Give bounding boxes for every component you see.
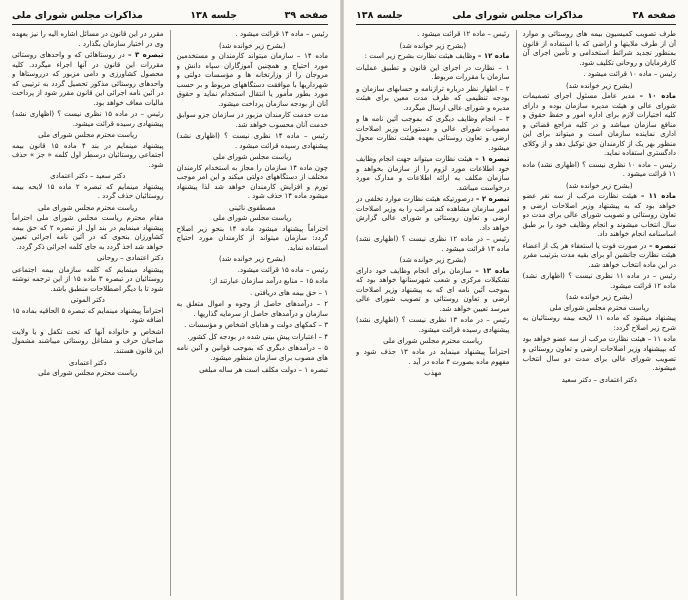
paragraph-text: احتراماً پیشنهاد مینماید در ماده ۱۳ حذف شود و مفهوم ماده بصورت ۴ ماده در آید .: [356, 347, 510, 366]
paragraph: [523, 314, 677, 333]
paragraph-text: رئیس – ماده ۱۲ قرائت میشود .: [417, 30, 510, 38]
centered-line: [356, 369, 510, 379]
paragraph-text: رئیس – ماده ۱۰ قرائت میشود .: [583, 70, 676, 79]
centered-line: [177, 204, 329, 214]
paragraph: [523, 272, 677, 291]
right-page-header: [356, 6, 676, 25]
paragraph-text: ریاست محترم مجلس شورای ملی: [38, 369, 138, 378]
paragraph-text: (بشرح زیر خوانده شد): [565, 81, 633, 90]
paragraph-text: رئیس – در ماده ۱۲ نظری نیست ؟ (اظهاری نشد) ماده ۱۳ قرائت میشود .: [356, 235, 510, 253]
article-heading: تبصره ۱ –: [475, 155, 510, 164]
paragraph-text: ۲ – درآمدهای حاصل از وجوه و اموال متعلق به سازمان و درآمدهای حاصل از سرمایه گذاریها .: [176, 300, 328, 318]
paragraph: [177, 111, 329, 130]
paragraph: [177, 52, 329, 109]
paragraph: [12, 142, 164, 171]
paragraph-text: مقام محترم ریاست مجلس شورای ملی احتراماً پیشنهاد مینمایم در بند اول از تبصره ۲ که حق بیمه کشاورزان بنحوی که در آئین نامه اجرائی تعیین خواهد شد اخذ گردد به جای کلمه اجرائی ذکر گردد.: [12, 214, 164, 251]
paragraph-text: ماده ۱۴ – سازمان میتواند کارمندان و مستخدمین مورد احتیاج و همچنین آموزگاران سپاه دانش و مروجان را از وزارتخانه ها و مؤسسات دولتی و شهرداریها با موافقت دستگاههای مربوط و بر حسب مورد بطور مأمور یا انتقال استخدام نماید و حقوق آنان از بودجه سازمان پرداخت میشود.: [176, 52, 328, 108]
centered-line: [356, 42, 510, 52]
paragraph-text: ریاست محترم مجلس شورای ملی: [549, 303, 649, 312]
paragraph-text: مدیر عامل مسئول اجرای تصمیمات شورای عالی و هیئت مدیره سازمان بوده و دارای کلیه اختیارات لازم برای اداره امور و حفظ حقوق و منافع سازمان میباشد و در کلیه مراجع قضائی و اداری نماینده سازمان است و میتواند برای این منظور بهر یک از کارمندان حق توکیل دهد و از وکلای دادگستری استفاده نماید.: [522, 92, 676, 158]
paragraph-text: در روستاهائی که و واحدهای روستائی مقررات این قانون در آنها اجراء میگردد. کلیه محصول کشاورزی و دامی مزبور که درروستاها و واحدهای روستائی مذکور تحصیل گردد به ترتیبی که در آئین نامه اجرائی این قانون مقرر شود از پرداخت مالیات معاف خواهد بود.: [12, 51, 164, 107]
centered-line: [177, 214, 329, 224]
paragraph-text: ماده ۱۵ – منابع درآمد سازمان عبارتند از:: [209, 277, 328, 286]
paragraph-text: چون ماده ۱۴ سازمان را مجاز به استخدام کارمندان مختلف از دستگاههای دولتی میکند و این امر موجب تورم و افزایش کارمندان خواهد شد لذا پیشنهاد میشود ماده ۱۴ حذف شود .: [176, 163, 328, 201]
paragraph: [356, 267, 510, 315]
paragraph-text: احتراماً پیشنهاد میشود ماده ۱۴ بنحو زیر اصلاح گردد: سازمان میتواند از کارمندان مورد احتیاج استفاده نماید.: [176, 224, 328, 252]
column-divider: [170, 30, 171, 596]
paragraph: [12, 183, 164, 202]
centered-line: [523, 376, 677, 386]
paragraph-text: دکتر سعید – دکتر اعتمادی: [50, 172, 126, 181]
paragraph: [356, 64, 510, 83]
paragraph: [177, 277, 329, 287]
centered-line: [12, 369, 164, 379]
article-heading: ماده ۱۰ –: [639, 92, 676, 101]
paragraph-text: مقرر در این قانون در مسائل اشاره الیه را نیز بعهده وی در اختیار سازمان بگذارد .: [12, 30, 164, 48]
centered-line: [177, 153, 329, 163]
paragraph: [177, 321, 329, 331]
paragraph-text: در صورت فوت یا استعفاء هر یک از اعضاء هیئت نظارت جانشین او برای بقیه مدت بترتیب مقرر در این ماده انتخاب خواهد شد.: [522, 241, 676, 269]
column-divider: [516, 30, 517, 596]
paragraph-text: ریاست محترم مجلس شورای ملی: [38, 131, 138, 140]
paragraph: [177, 266, 329, 276]
paragraph: [523, 192, 677, 240]
paragraph: [356, 348, 510, 367]
paragraph: [12, 110, 164, 129]
paragraph: [177, 344, 329, 363]
paragraph-text: پیشنهاد میشود که ماده ۱۱ لایحه بیمه روستائیان به شرح زیر اصلاح گردد:: [522, 314, 676, 332]
paragraph-text: (بشرح زیر خوانده شد): [399, 256, 467, 265]
paragraph: [523, 161, 677, 180]
paragraph-text: پیشنهاد مینمایم در بند ۴ ماده ۱۵ قانون بیمه اجتماعی روستائیان درسطر اول کلمه « جز » حذف شود.: [12, 141, 164, 169]
centered-line: [177, 255, 329, 265]
paragraph-text: سازمان برای انجام وظایف خود دارای تشکیلات مرکزی و شعب شهرستانها خواهد بود که بموجب آئین نامه ای که به پیشنهاد وزیر اصلاحات ارضی و تعاون روستائی و تصویب شورای عالی میرسد تعیین خواهد شد.: [356, 266, 510, 313]
paragraph: [177, 30, 329, 40]
text-column: [12, 30, 164, 596]
article-heading: ماده ۱۲ –: [477, 52, 510, 61]
paragraph-text: پیشنهاد مینمایم که کلمه سازمان بیمه اجتماعی روستائیان در تبصره ۳ ماده ۱۵ از این ترجمه نوشته شود تا با دیگر اصطلاحات منطبق باشد.: [12, 265, 164, 293]
centered-line: [523, 82, 677, 92]
paragraph-text: (بشرح زیر خوانده شد): [218, 41, 286, 50]
page-number: صفحه ۳۹: [284, 9, 328, 21]
paragraph-text: ریاست مجلس شورای ملی: [212, 153, 292, 162]
paragraph-text: اشخاص و خانواده آنها که تحت تکفل و یا ولایت صاحبان حرف و مشاغل روستائی میباشند مشمول این قانون هستند.: [12, 327, 164, 355]
centered-line: [177, 42, 329, 52]
paragraph-text: ۱ – حق بیمه های دریافتی .: [249, 288, 328, 297]
paragraph-text: ۵ – درآمدهای دیگری که بموجب قوانین و آئین نامه های مصوب برای سازمان منظور میشود.: [176, 344, 328, 362]
left-page-header: [12, 6, 328, 25]
session-number: جلسه ۱۳۸: [356, 9, 403, 21]
article-heading: ماده ۱۳ –: [475, 266, 510, 275]
centered-line: [356, 256, 510, 266]
paragraph: [356, 235, 510, 254]
paragraph: [523, 242, 677, 271]
right-page: [344, 0, 688, 600]
paragraph: [12, 254, 164, 264]
text-column: [177, 30, 329, 596]
paragraph: [356, 316, 510, 335]
centered-line: [356, 337, 510, 347]
centered-line: [12, 131, 164, 141]
paragraph: [356, 30, 510, 40]
paragraph: [177, 132, 329, 151]
paragraph: [177, 289, 329, 299]
paragraph: [356, 85, 510, 114]
paragraph: [12, 266, 164, 295]
paragraph-text: تبصره ۱ – دولت مکلف است هر ساله مبلغی: [199, 365, 328, 374]
paragraph: [356, 52, 510, 62]
paragraph-text: ۳ – کمکهای دولت و هدایای اشخاص و مؤسسات .: [184, 321, 328, 330]
paragraph-text: (بشرح زیر خوانده شد): [565, 181, 633, 190]
paragraph-text: احتراماً پیشنهاد مینمایم که تبصره ۵ الحاقیه بماده ۱۵ اضافه شود.: [12, 306, 164, 325]
text-column: [356, 30, 510, 596]
left-page: [0, 0, 340, 600]
paragraph-text: ۳ – انجام وظایف دیگری که بموجب آئین نامه ها و مصوبات شورای عالی و دستورات وزیر اصلاحات ارضی و تعاون روستائی بعهده هیئت نظارت محول میشود.: [356, 115, 510, 152]
centered-line: [12, 204, 164, 214]
paragraph-text: پیشنهاد مینمایم که تبصره ۲ ماده ۱۵ لایحه بیمه روستائیان حذف گردد .: [12, 182, 164, 201]
paragraph: [523, 70, 677, 80]
centered-line: [12, 172, 164, 182]
paragraph: [177, 164, 329, 202]
left-page-columns: [12, 30, 328, 596]
paragraph-text: رئیس – ماده ۱۰ نظری نیست ؟ (اظهاری نشد) ماده ۱۱ قرائت میشود .: [522, 160, 676, 179]
paragraph: [177, 366, 329, 376]
centered-line: [12, 296, 164, 306]
session-number: جلسه ۱۳۸: [190, 9, 238, 21]
paragraph-text: هیئت نظارت میتواند جهت انجام وظایف خود اطلاعات مورد لزوم را از سازمان بخواهد و سازمان مکلف به ارائه اطلاعات و مدارک مورد درخواست میباشد.: [356, 155, 510, 192]
paragraph: [177, 333, 329, 343]
paragraph: [12, 214, 164, 252]
paragraph-text: ۱ – نظارت در اجرای این قانون و تطبیق عملیات سازمان با مقررات مربوط.: [356, 63, 510, 82]
paragraph: [12, 30, 164, 49]
paragraph-text: رئیس – ماده ۱۵ قرائت میشود.: [237, 265, 328, 274]
paragraph-text: دکتر الموتی: [70, 296, 105, 305]
paragraph: [356, 195, 510, 233]
centered-line: [523, 182, 677, 192]
paragraph: [177, 225, 329, 254]
paragraph-text: (بشرح زیر خوانده شد): [399, 41, 467, 50]
paragraph: [523, 335, 677, 373]
paragraph-text: دکتر اعتمادی – دکتر سعید: [561, 375, 637, 384]
paragraph-text: (بشرح زیر خوانده شد): [565, 293, 633, 302]
article-heading: ماده ۱۱ –: [640, 192, 676, 201]
centered-line: [12, 359, 164, 369]
paragraph: [356, 155, 510, 193]
page-number: صفحه ۳۸: [632, 9, 676, 21]
text-column: [523, 30, 677, 596]
paragraph-text: مصطفوی نائینی: [228, 203, 276, 212]
right-page-columns: [356, 30, 676, 596]
paragraph-text: ریاست مجلس شورای ملی: [212, 214, 292, 223]
journal-title: مذاکرات مجلس شورای ملی: [452, 9, 584, 21]
paragraph-text: (بشرح زیر خوانده شد): [218, 255, 286, 264]
centered-line: [523, 293, 677, 303]
paragraph-text: هیئت نظارت مرکب از سه نفر عضو خواهد بود که به پیشنهاد وزیر اصلاحات ارضی و تعاون روستائی و تصویب شورای عالی برای مدت دو سال انتخاب میشوند و انجام وظایف خود را بر طبق اساسنامه انجام خواهند داد.: [522, 192, 676, 239]
paragraph-text: مدت خدمت کارمندان مزبور در سازمان جزو سوابق خدمت آنان محسوب خواهد شد.: [176, 111, 328, 129]
paragraph-text: ۲ – اظهار نظر درباره ترازنامه و حسابهای سازمان و بودجه تنظیمی که ظرف مدت معین برای هیئت مدیره و شورای عالی ارسال میگردد.: [356, 84, 510, 112]
paragraph: [523, 92, 677, 159]
paragraph-text: دکتر اعتمادی: [68, 358, 107, 367]
paragraph-text: رئیس – ماده ۱۴ نظری نیست ؟ (اظهاری نشد) پیشنهادی رسیده قرائت میشود .: [176, 132, 328, 150]
paragraph: [356, 115, 510, 153]
paragraph-text: ماده ۱۱ – هیئت نظارت مرکب از سه عضو خواهد بود که بپیشنهاد وزیر اصلاحات ارضی و تعاون روستائی و تصویب شورای عالی برای مدت دو سال انتخاب میشوند.: [522, 335, 676, 373]
paragraph: [12, 328, 164, 357]
paragraph-text: رئیس – در ماده ۱۵ نظری نیست ؟ (اظهاری نشد) پیشنهادی رسیده قرائت میشود.: [12, 110, 164, 128]
paragraph-text: طرف تصویب کمیسیون بیمه های روستائی و موارد آن از طرف ملایتها و اراضی که با استفاده از قانون بمنظور تجدید شرائط استخدامی و تأمین اجرای آن کارفرمایان و روحانی تکلیف شود.: [522, 30, 676, 67]
paragraph-text: ریاست محترم مجلس شورای ملی: [38, 203, 138, 212]
paragraph-text: درصورتیکه هیئت نظارت موارد تخلفی در امور سازمان مشاهده کند مراتب را به وزیر اصلاحات ارضی و تعاون روستائی و شورای عالی گزارش خواهد داد.: [356, 195, 510, 232]
paragraph: [177, 300, 329, 319]
paragraph-text: مهذب: [424, 369, 442, 378]
paragraph-text: دکتر اعتمادی – روحانی: [96, 254, 164, 263]
article-heading: تبصره ۳ –: [128, 51, 164, 60]
paragraph-text: ۴ – اعتبارات پیش بینی شده در بودجه کل کشور.: [187, 332, 328, 341]
paragraph: [523, 30, 677, 68]
paragraph: [12, 51, 164, 108]
centered-line: [523, 304, 677, 314]
paragraph: [12, 307, 164, 326]
journal-title: مذاکرات مجلس شورای ملی: [12, 9, 143, 21]
article-heading: تبصره ۲ –: [475, 195, 510, 204]
paragraph-text: رئیس – در ماده ۱۱ نظری نیست ؟ (اظهاری نشد) ماده ۱۲ قرائت میشود.: [522, 272, 676, 290]
paragraph-text: رئیس – ماده ۱۴ قرائت میشود .: [235, 30, 328, 38]
paragraph-text: وظایف هیئت نظارت بشرح زیر است :: [364, 52, 478, 61]
article-heading: تبصره –: [648, 241, 676, 250]
paragraph-text: ریاست محترم مجلس شورای ملی: [383, 337, 483, 346]
paragraph-text: رئیس – در ماده ۱۳ نظری نیست ؟ (اظهاری نشد) پیشنهادی رسیده قرائت میشود.: [356, 316, 510, 334]
